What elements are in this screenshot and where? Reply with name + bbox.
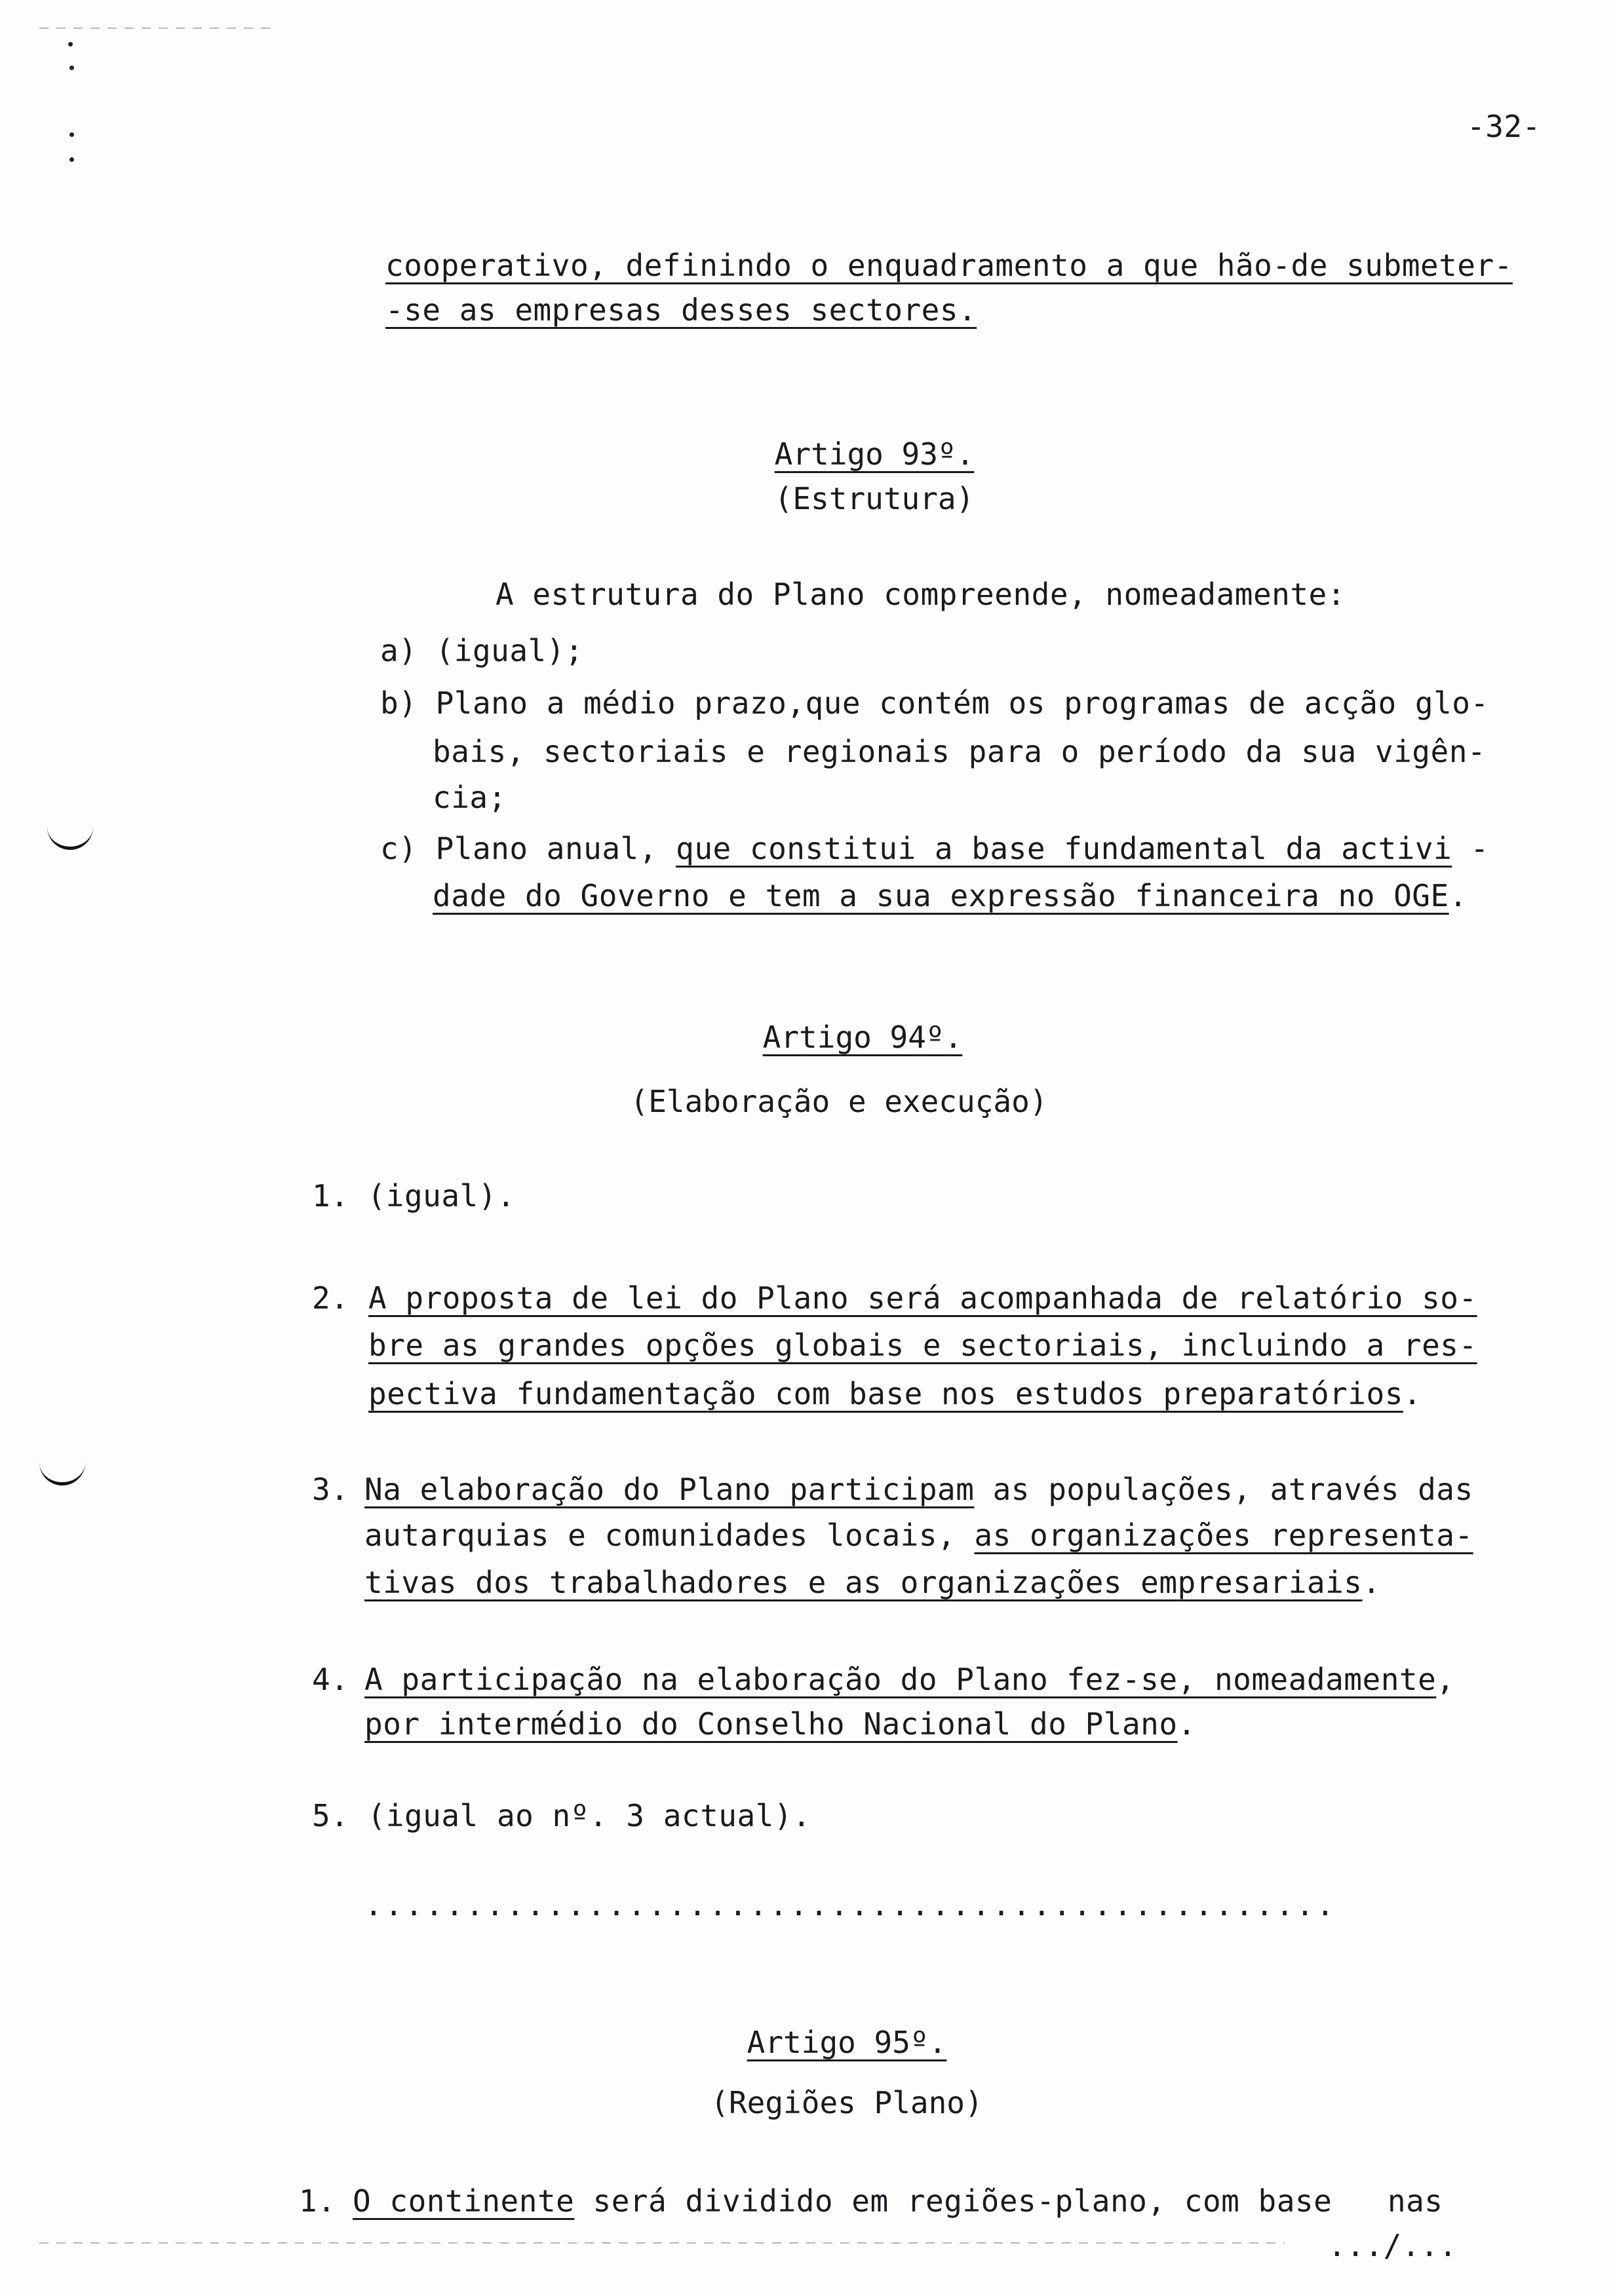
- para-1-rest: será dividido em regiões-plano, com base nas: [574, 2183, 1443, 2219]
- intro-line-2: -se as empresas desses sectores.: [385, 292, 977, 328]
- article-93-item-b-line-3: cia;: [433, 780, 507, 815]
- para-3-line-2-plain: autarquias e comunidades locais,: [364, 1518, 975, 1553]
- item-c-underlined: que constitui a base fundamental da activi: [676, 831, 1452, 866]
- margin-dot: [69, 66, 74, 70]
- margin-bracket-mark: [39, 1456, 85, 1485]
- para-3-rest: as populações, através das: [974, 1472, 1473, 1507]
- article-94-para-4-line-1: [364, 1658, 1454, 1701]
- article-95-subtitle: (Regiões Plano): [710, 2085, 983, 2120]
- margin-dot: [69, 157, 74, 162]
- period: .: [1362, 1565, 1381, 1600]
- period: .: [1177, 1706, 1196, 1742]
- article-94-para-2-line-2: bre as grandes opções globais e sectoriais, incluindo a res-: [368, 1328, 1477, 1363]
- margin-dot: [69, 132, 74, 137]
- scan-artifact-bottom: [39, 2242, 1285, 2244]
- para-1-underlined: O continente: [353, 2183, 575, 2219]
- article-94-title: Artigo 94º.: [762, 1020, 963, 1055]
- article-94-para-3-line-3: [364, 1561, 1381, 1604]
- item-c-prefix: c) Plano anual,: [380, 831, 657, 866]
- margin-dot: [68, 42, 73, 47]
- article-94-para-3-number: 3.: [312, 1472, 349, 1507]
- article-93-title: Artigo 93º.: [774, 436, 975, 472]
- item-c-line-2-text: dade do Governo e tem a sua expressão financeira no OGE: [433, 878, 1449, 913]
- para-3-underlined: Na elaboração do Plano participam: [364, 1472, 975, 1507]
- intro-line-1: cooperativo, definindo o enquadramento a que hão-de submeter-: [385, 248, 1513, 283]
- article-94-para-2-number: 2.: [312, 1280, 349, 1316]
- para-3-line-3-text: tivas dos trabalhadores e as organizações empresariais: [364, 1565, 1363, 1600]
- article-94-para-2-line-1: A proposta de lei do Plano será acompanhada de relatório so-: [368, 1280, 1477, 1316]
- article-95-para-1-number: 1.: [299, 2183, 336, 2219]
- article-94-para-3-line-2: [364, 1514, 1473, 1557]
- period: .: [1449, 878, 1468, 913]
- article-94-para-4-number: 4.: [312, 1662, 349, 1697]
- article-94-subtitle: (Elaboração e execução): [630, 1084, 1048, 1119]
- page-number: -32-: [1467, 109, 1541, 144]
- scan-artifact-top: [39, 28, 275, 29]
- para-3-line-2-underlined: as organizações representa-: [974, 1518, 1473, 1553]
- article-94-para-3-line-1: [364, 1468, 1473, 1511]
- comma: ,: [1436, 1662, 1455, 1697]
- article-93-item-c-line-2: [433, 874, 1468, 917]
- ellipsis-separator: ................................................: [364, 1887, 1336, 1923]
- article-93-item-c-line-1: [380, 827, 1489, 870]
- para-2-line-3-text: pectiva fundamentação com base nos estudos preparatórios: [368, 1376, 1403, 1411]
- para-4-line-2-text: por intermédio do Conselho Nacional do Plano: [364, 1706, 1178, 1742]
- margin-bracket-mark: [47, 820, 93, 850]
- article-95-para-1-line-1: [353, 2179, 1443, 2223]
- article-93-item-b-line-1: b) Plano a médio prazo,que contém os programas de acção glo-: [380, 685, 1489, 721]
- article-93-item-a: a) (igual);: [380, 633, 584, 668]
- article-94-para-5: 5. (igual ao nº. 3 actual).: [312, 1798, 811, 1833]
- article-93-subtitle: (Estrutura): [774, 481, 975, 516]
- continuation-marker: .../...: [1328, 2228, 1458, 2263]
- article-93-lead: A estrutura do Plano compreende, nomeadamente:: [496, 577, 1346, 612]
- article-94-para-4-line-2: [364, 1702, 1196, 1746]
- article-93-item-b-line-2: bais, sectoriais e regionais para o período da sua vigên-: [433, 734, 1487, 769]
- item-c-hyphen: -: [1470, 831, 1489, 866]
- article-94-para-2-line-3: [368, 1372, 1422, 1415]
- para-4-line-1-text: A participação na elaboração do Plano fez-se, nomeadamente: [364, 1662, 1437, 1697]
- article-94-para-1: 1. (igual).: [312, 1178, 516, 1214]
- article-95-title: Artigo 95º.: [747, 2025, 947, 2060]
- period: .: [1403, 1376, 1422, 1411]
